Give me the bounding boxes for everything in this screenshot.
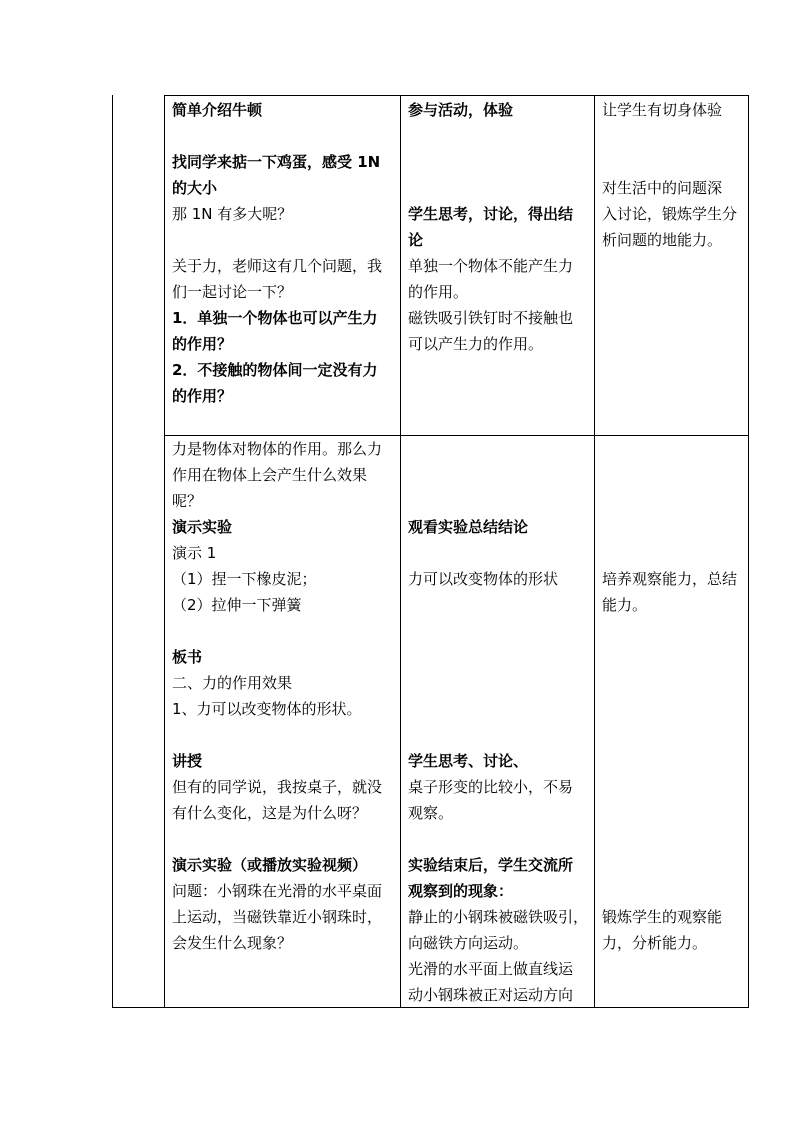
text-line: 锻炼学生的观察能 — [602, 908, 723, 926]
text-line: 让学生有切身体验 — [602, 101, 723, 119]
text-line — [408, 592, 592, 618]
text-line: 那 1N 有多大呢？ — [172, 205, 293, 223]
text-line — [408, 462, 592, 488]
text-line: 但有的同学说，我按桌子，就没 — [172, 778, 383, 796]
text-line: 找同学来掂一下鸡蛋，感受 1N — [172, 153, 381, 171]
table-border-right — [748, 95, 749, 1008]
text-line — [602, 618, 746, 644]
text-line — [602, 852, 746, 878]
lesson-plan-table — [112, 95, 749, 1008]
text-line: 向磁铁方向运动。 — [408, 934, 529, 952]
text-line — [602, 149, 746, 175]
table-border-top — [164, 95, 749, 96]
text-line — [172, 123, 398, 149]
text-line: （2）拉伸一下弹簧 — [172, 596, 302, 614]
text-line: 学生思考、讨论、 — [408, 752, 529, 770]
text-line: 动小钢珠被正对运动方向 — [408, 986, 574, 1004]
text-line — [408, 436, 592, 462]
text-line: （1）捏一下橡皮泥； — [172, 570, 317, 588]
text-line: 对生活中的问题深 — [602, 179, 723, 197]
text-line: 力，分析能力。 — [602, 934, 708, 952]
text-line: 板书 — [172, 648, 203, 666]
text-line: 单独一个物体不能产生力 — [408, 257, 574, 275]
text-line: 实验结束后，学生交流所 — [408, 856, 574, 874]
text-line: 的作用？ — [172, 387, 233, 405]
text-line — [408, 826, 592, 852]
text-line: 学生思考，讨论，得出结 — [408, 205, 574, 223]
text-line: 力是物体对物体的作用。那么力 — [172, 440, 383, 458]
text-line: 作用在物体上会产生什么效果 — [172, 466, 368, 484]
text-line: 有什么变化，这是为什么呀？ — [172, 804, 368, 822]
text-line: 桌子形变的比较小，不易 — [408, 778, 574, 796]
text-line — [602, 488, 746, 514]
text-line: 讲授 — [172, 752, 203, 770]
text-line: 静止的小钢珠被磁铁吸引， — [408, 908, 589, 926]
text-line: 力可以改变物体的形状 — [408, 570, 559, 588]
text-line — [602, 462, 746, 488]
text-line: 能力。 — [602, 596, 648, 614]
text-line: 参与活动，体验 — [408, 101, 514, 119]
text-line — [602, 436, 746, 462]
text-line — [408, 540, 592, 566]
text-line — [602, 878, 746, 904]
text-line — [172, 227, 398, 253]
row-1-teacher-cell — [172, 97, 398, 409]
text-line — [408, 696, 592, 722]
text-line — [408, 644, 592, 670]
text-line — [408, 722, 592, 748]
row-2-student-cell — [408, 436, 592, 1008]
text-line — [408, 670, 592, 696]
text-line — [602, 123, 746, 149]
column-divider-3 — [594, 95, 595, 1008]
text-line: 演示 1 — [172, 544, 217, 562]
text-line: 可以产生力的作用。 — [408, 335, 544, 353]
text-line: 磁铁吸引铁钉时不接触也 — [408, 309, 574, 327]
text-line: 的作用？ — [172, 335, 233, 353]
text-line — [602, 748, 746, 774]
column-divider-2 — [400, 95, 401, 1008]
row-1-student-cell — [408, 97, 592, 357]
text-line — [408, 175, 592, 201]
text-line: 会发生什么现象？ — [172, 934, 293, 952]
text-line: 们一起讨论一下？ — [172, 283, 293, 301]
text-line — [602, 696, 746, 722]
text-line — [602, 670, 746, 696]
text-line — [602, 826, 746, 852]
text-line — [602, 540, 746, 566]
text-line: 演示实验（或播放实验视频） — [172, 856, 368, 874]
text-line: 简单介绍牛顿 — [172, 101, 263, 119]
text-line: 二、力的作用效果 — [172, 674, 293, 692]
text-line — [172, 826, 398, 852]
text-line — [172, 618, 398, 644]
table-border-left — [112, 95, 113, 1008]
text-line: 的大小 — [172, 179, 218, 197]
column-divider-1 — [164, 95, 165, 1008]
row-1-purpose-cell — [602, 97, 746, 253]
text-line: 析问题的地能力。 — [602, 231, 723, 249]
text-line — [408, 618, 592, 644]
text-line: 关于力，老师这有几个问题，我 — [172, 257, 383, 275]
text-line — [602, 514, 746, 540]
text-line: 上运动，当磁铁靠近小钢珠时， — [172, 908, 383, 926]
text-line — [602, 774, 746, 800]
text-line: 的作用。 — [408, 283, 469, 301]
row-2-teacher-cell — [172, 436, 398, 956]
text-line: 观看实验总结结论 — [408, 518, 529, 536]
text-line — [602, 722, 746, 748]
text-line: 培养观察能力，总结 — [602, 570, 738, 588]
text-line: 观察到的现象： — [408, 882, 514, 900]
text-line: 呢？ — [172, 492, 203, 510]
text-line — [408, 123, 592, 149]
text-line: 1、力可以改变物体的形状。 — [172, 700, 362, 718]
text-line — [602, 800, 746, 826]
text-line: 1．单独一个物体也可以产生力 — [172, 309, 378, 327]
text-line — [172, 722, 398, 748]
text-line: 演示实验 — [172, 518, 233, 536]
text-line — [408, 488, 592, 514]
text-line: 论 — [408, 231, 424, 249]
text-line: 入讨论，锻炼学生分 — [602, 205, 738, 223]
text-line: 问题：小钢珠在光滑的水平桌面 — [172, 882, 383, 900]
text-line — [602, 644, 746, 670]
row-2-purpose-cell — [602, 436, 746, 956]
text-line: 2．不接触的物体间一定没有力 — [172, 361, 378, 379]
text-line: 光滑的水平面上做直线运 — [408, 960, 574, 978]
text-line: 观察。 — [408, 804, 454, 822]
text-line — [408, 149, 592, 175]
